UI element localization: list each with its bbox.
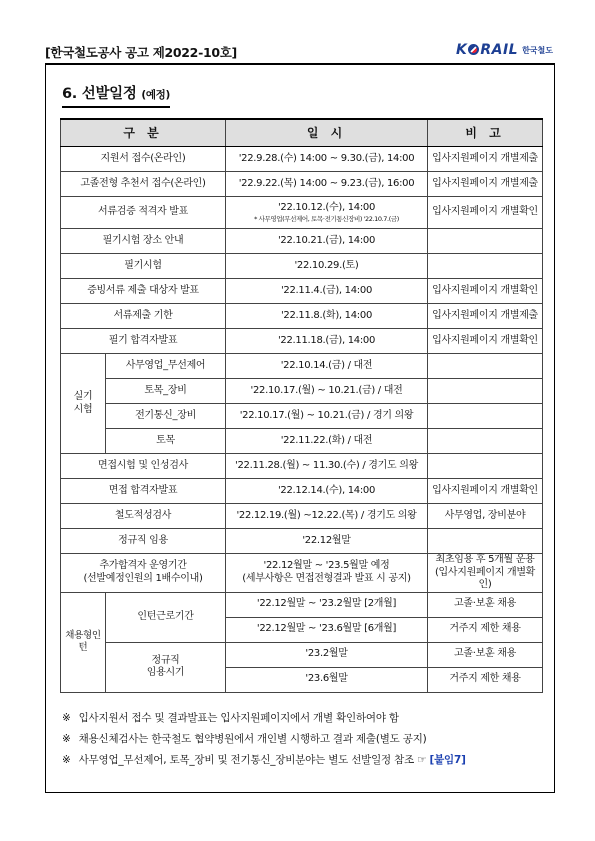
row-note-sub: (입사지원페이지 개별확인) [434,566,536,590]
table-row [61,304,543,329]
table-row [61,354,543,379]
row-note: 입사지원페이지 개별확인 [428,197,543,229]
row-note: 거주지 제한 채용 [428,617,543,642]
row-label: 필기 합격자발표 [61,329,226,354]
table-row [61,454,543,479]
row-date: '22.12.19.(월) ~12.22.(목) / 경기도 의왕 [226,504,428,529]
row-label: 서류제출 기한 [61,304,226,329]
table-row [61,279,543,304]
attachment-reference: [붙임7] [429,754,466,766]
row-date: '22.10.21.(금), 14:00 [226,229,428,254]
row-date: '23.2월말 [226,642,428,667]
row-date: '22.11.8.(화), 14:00 [226,304,428,329]
row-date: '22.10.17.(월) ~ 10.21.(금) / 경기 의왕 [226,404,428,429]
row-date: '22.11.18.(금), 14:00 [226,329,428,354]
row-label: 토목 [106,429,226,454]
table-row [61,554,543,593]
row-note [428,254,543,279]
table-row [61,529,543,554]
row-note: 입사지원페이지 개별확인 [428,279,543,304]
header-remarks: 비 고 [428,119,543,147]
row-note: 고졸·보훈 채용 [428,592,543,617]
document-header [45,40,555,62]
row-note [428,529,543,554]
row-label: 면접 합격자발표 [61,479,226,504]
note-mark: ※ [62,712,71,724]
row-date: '23.6월말 [226,667,428,692]
intern-hire-label-sub: 임용시기 [146,667,185,678]
row-label-sub: (선발예정인원의 1배수이내) [83,572,203,584]
row-label-cell [61,554,226,593]
intern-hire-label: 정규직 [151,654,180,666]
row-label: 고졸전형 추천서 접수(온라인) [61,172,226,197]
row-date: '22.12월말 [226,529,428,554]
row-date: '22.9.28.(수) 14:00 ~ 9.30.(금), 14:00 [226,147,428,172]
row-date-cell [226,197,428,229]
row-date-cell [226,554,428,593]
table-row [61,197,543,229]
korail-logo [456,42,553,58]
row-label: 철도적성검사 [61,504,226,529]
practical-exam-group: 실기 시험 [61,354,106,454]
row-note: 입사지원페이지 개별제출 [428,304,543,329]
row-date: '22.12월말 ~ '23.2월말 [2개월] [226,592,428,617]
row-label: 전기통신_장비 [106,404,226,429]
row-note [428,354,543,379]
announcement-number: [한국철도공사 공고 제2022-10호] [45,45,237,60]
row-date: '22.11.4.(금), 14:00 [226,279,428,304]
row-note: 최초임용 후 5개월 운용 [435,554,535,565]
row-date: '22.11.22.(화) / 대전 [226,429,428,454]
intern-hire-label-cell [106,642,226,692]
section-title-text: 6. 선발일정 [62,86,137,102]
row-label: 사무영업_무선제어 [106,354,226,379]
table-row [61,504,543,529]
intern-period-label: 인턴근로기간 [106,592,226,642]
table-row [61,379,543,404]
note-text: 입사지원서 접수 및 결과발표는 입사지원페이지에서 개별 확인하여야 함 [78,712,399,724]
row-note: 입사지원페이지 개별제출 [428,172,543,197]
row-label: 필기시험 장소 안내 [61,229,226,254]
row-date: '22.10.17.(월) ~ 10.21.(금) / 대전 [226,379,428,404]
row-note-cell [428,554,543,593]
row-note: 거주지 제한 채용 [428,667,543,692]
table-row [61,254,543,279]
row-label: 토목_장비 [106,379,226,404]
table-row [61,229,543,254]
intern-group: 채용형인턴 [61,592,106,692]
row-label: 지원서 접수(온라인) [61,147,226,172]
row-note: 고졸·보훈 채용 [428,642,543,667]
row-label: 필기시험 [61,254,226,279]
row-note: 입사지원페이지 개별확인 [428,329,543,354]
row-note [428,379,543,404]
row-date: '22.10.14.(금) / 대전 [226,354,428,379]
table-row [61,147,543,172]
note-item [62,708,552,729]
row-label: 면접시험 및 인성검사 [61,454,226,479]
table-row [61,329,543,354]
schedule-table [60,118,543,693]
row-date: '22.11.28.(월) ~ 11.30.(수) / 경기도 의왕 [226,454,428,479]
row-label: 서류검증 적격자 발표 [61,197,226,229]
row-note [428,429,543,454]
table-row [61,642,543,667]
table-row [61,479,543,504]
note-mark: ※ [62,733,71,745]
note-mark: ※ [62,754,71,766]
logo-subtitle: 한국철도 [522,45,553,55]
note-text: 채용신체검사는 한국철도 협약병원에서 개인별 시행하고 결과 제출(별도 공지) [78,733,427,745]
header-datetime: 일 시 [226,119,428,147]
logo-wordmark: K RAIL [455,42,519,58]
row-label: 증빙서류 제출 대상자 발표 [61,279,226,304]
table-row [61,429,543,454]
note-item [62,750,552,771]
section-subtitle: (예정) [141,89,171,101]
header-category: 구 분 [61,119,226,147]
notes-list [62,708,552,771]
note-text: 사무영업_무선제어, 토목_장비 및 전기통신_장비분야는 별도 선발일정 참조 ☞ [78,754,430,766]
row-date: '22.12.14.(수), 14:00 [226,479,428,504]
row-note [428,404,543,429]
row-label: 추가합격자 운영기간 [99,560,187,572]
row-label: 정규직 임용 [61,529,226,554]
row-note: 입사지원페이지 개별제출 [428,147,543,172]
row-date: '22.10.12.(수), 14:00 [277,202,376,214]
table-row [61,592,543,617]
row-date: '22.12월말 ~ '23.5월말 예정 [263,560,390,572]
row-note: 입사지원페이지 개별확인 [428,479,543,504]
row-date: '22.12월말 ~ '23.6월말 [6개월] [226,617,428,642]
row-note: 사무영업, 장비분야 [428,504,543,529]
row-note [428,454,543,479]
section-title [62,82,170,108]
row-date-footnote: * 사무영업(무선제어, 토목·전기통신장비) '22.10.7.(금) [254,214,399,223]
row-date-sub: (세부사항은 면접전형결과 발표 시 공지) [242,572,411,584]
table-row [61,172,543,197]
row-date: '22.10.29.(토) [226,254,428,279]
table-row [61,404,543,429]
table-header-row [61,119,543,147]
row-date: '22.9.22.(목) 14:00 ~ 9.23.(금), 16:00 [226,172,428,197]
row-note [428,229,543,254]
note-item [62,729,552,750]
